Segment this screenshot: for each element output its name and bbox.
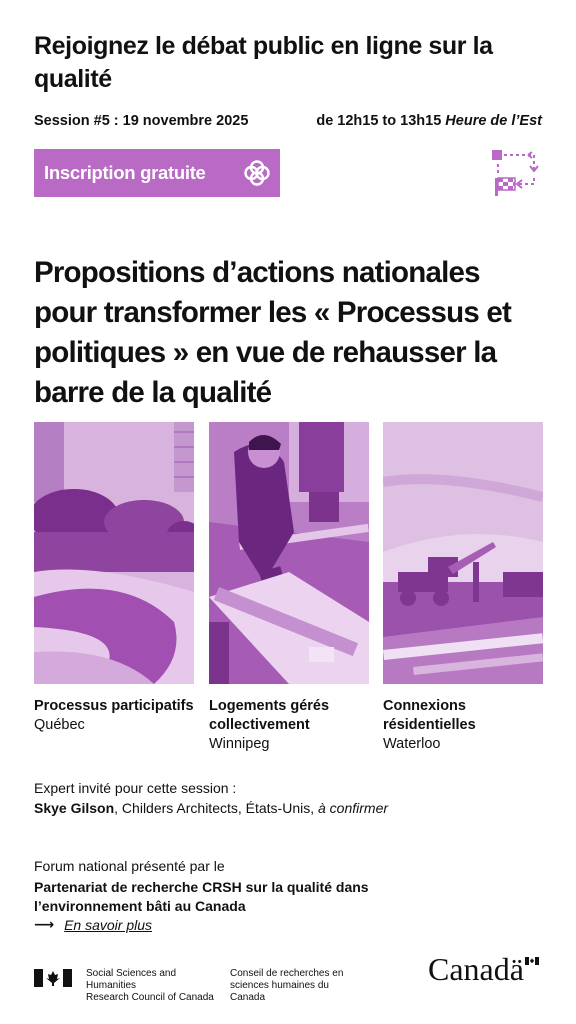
project-title: Logements gérés collectivement bbox=[209, 698, 330, 733]
sshrc-en-line-1: Social Sciences and Humanities bbox=[86, 968, 177, 991]
headline: Propositions d’actions nationales pour transformer les « Processus et politiques » en vue de rehausser la barre de la qualité bbox=[34, 256, 511, 409]
project-location: Québec bbox=[34, 717, 85, 733]
session-time bbox=[316, 113, 542, 129]
photo-participatory-process bbox=[34, 422, 194, 684]
expert-name: Skye Gilson bbox=[34, 800, 115, 816]
canada-wordmark: Canadä bbox=[428, 951, 524, 987]
project-caption-2 bbox=[209, 697, 379, 754]
expert-label: Expert invité pour cette session : bbox=[34, 780, 237, 796]
photo-residential-connections bbox=[383, 422, 543, 684]
register-button[interactable] bbox=[34, 149, 280, 197]
canada-flag-icon bbox=[34, 969, 72, 987]
register-button-label: Inscription gratuite bbox=[44, 162, 206, 183]
lotus-icon bbox=[242, 158, 272, 188]
project-location: Winnipeg bbox=[209, 736, 270, 752]
forum-partner: Partenariat de recherche CRSH sur la qualité dans l’environnement bâti au Canada bbox=[34, 879, 369, 914]
learn-more bbox=[34, 916, 152, 933]
forum-label: Forum national présenté par le bbox=[34, 858, 225, 874]
photo-cooperative-housing bbox=[209, 422, 369, 684]
expert-line bbox=[34, 800, 388, 816]
sshrc-fr-line-2: sciences humaines du Canada bbox=[230, 980, 329, 1003]
project-caption-3 bbox=[383, 697, 553, 754]
sshrc-fr-line-1: Conseil de recherches en bbox=[230, 968, 344, 979]
project-title: Connexions résidentielles bbox=[383, 698, 476, 733]
learn-more-link[interactable]: En savoir plus bbox=[64, 916, 153, 933]
canada-wordmark-flag-icon bbox=[525, 957, 539, 965]
time-zone: Heure de l’Est bbox=[445, 113, 542, 129]
session-date: Session #5 : 19 novembre 2025 bbox=[34, 113, 249, 129]
project-title: Processus participatifs bbox=[34, 698, 194, 714]
project-location: Waterloo bbox=[383, 736, 441, 752]
expert-status: à confirmer bbox=[318, 800, 389, 816]
event-title: Rejoignez le débat public en ligne sur la qualité bbox=[34, 32, 493, 93]
arrow-right-icon: ⟶ bbox=[34, 916, 55, 932]
time-range: de 12h15 to 13h15 bbox=[316, 113, 442, 129]
sshrc-en-line-2: Research Council of Canada bbox=[86, 992, 214, 1003]
sshrc-name-en bbox=[86, 968, 221, 1004]
sshrc-name-fr bbox=[230, 968, 365, 1004]
project-caption-1 bbox=[34, 697, 204, 735]
process-flow-icon bbox=[490, 148, 546, 198]
expert-affiliation: , Childers Architects, États-Unis, bbox=[114, 800, 318, 816]
